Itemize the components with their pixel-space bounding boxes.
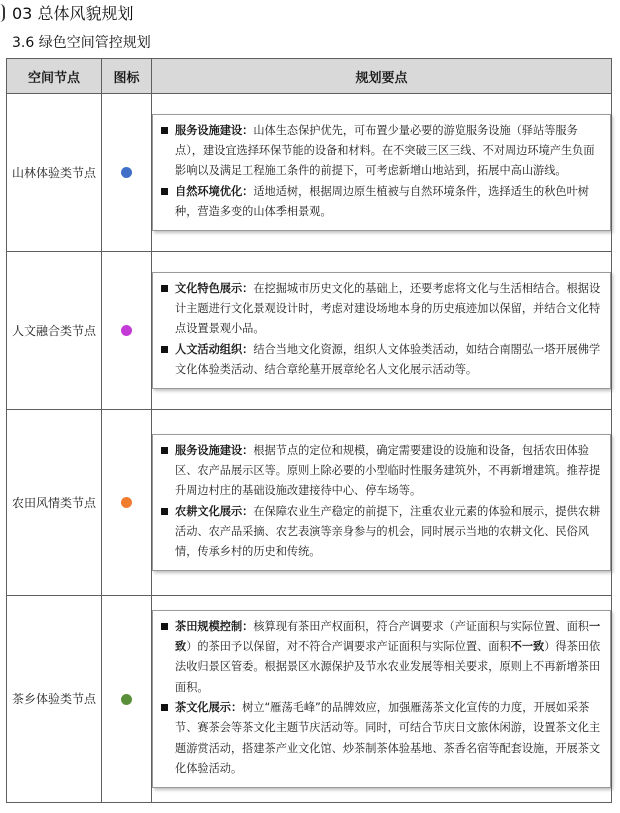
point-lead: 文化特色展示： — [175, 281, 254, 295]
green-dot-icon — [121, 694, 132, 705]
list-item — [159, 502, 602, 563]
emphasis-text: 不一致 — [510, 640, 545, 654]
square-bullet-icon — [161, 188, 168, 195]
list-item — [159, 182, 602, 223]
point-lead: 茶田规模控制： — [175, 619, 254, 633]
points-frame — [152, 114, 611, 231]
point-lead: 人文活动组织： — [175, 342, 254, 356]
chapter-marker — [0, 4, 5, 22]
column-header-icon: 图标 — [102, 59, 152, 94]
planning-points — [152, 596, 612, 803]
table-row — [7, 410, 612, 596]
emphasis-text: 一致 — [175, 619, 601, 654]
column-header-node: 空间节点 — [7, 59, 102, 94]
square-bullet-icon — [161, 704, 168, 711]
orange-dot-icon — [121, 497, 132, 508]
icon-cell — [102, 252, 152, 410]
list-item — [159, 121, 602, 182]
point-text: ）的茶田予以保留，对不符合产调要求产证面积与实际位置、面积 — [186, 640, 511, 654]
point-lead: 服务设施建设： — [175, 443, 254, 457]
points-frame — [152, 610, 611, 788]
point-text: 在挖掘城市历史文化的基础上，还要考虑将文化与生活相结合。根据设计主题进行文化景观设计时，考虑对建设场地本身的历史痕迹加以保留，并结合文化特点设置景观小品。 — [175, 281, 601, 336]
table-row — [7, 252, 612, 410]
point-text: ）得茶田依法收归景区管委。根据景区水源保护及节水农业发展等相关要求，原则上不再新增茶田面积。 — [175, 640, 601, 694]
point-lead: 自然环境优化： — [175, 184, 254, 198]
table-header-row — [7, 59, 612, 94]
table-row — [7, 94, 612, 252]
square-bullet-icon — [161, 447, 168, 454]
point-text: 适地适树，根据周边原生植被与自然环境条件，选择适生的秋色叶树种，营造多变的山体季相景观。 — [175, 184, 589, 218]
point-lead: 茶文化展示： — [175, 701, 243, 714]
magenta-dot-icon — [121, 325, 132, 336]
point-text: 在保障农业生产稳定的前提下，注重农业元素的体验和展示，提供农耕活动、农产品采摘、农艺表演等亲身参与的机会，同时展示当地的农耕文化、民俗风情，传承乡村的历史和传统。 — [175, 504, 601, 559]
point-text: 核算现有茶田产权面积，符合产调要求（产证面积与实际位置、面积 — [253, 619, 589, 633]
points-frame — [152, 272, 611, 389]
icon-cell — [102, 410, 152, 596]
point-text: 结合当地文化资源，组织人文体验类活动，如结合南閤弘一塔开展佛学文化体验类活动、结合章纶墓开展章纶名人文化展示活动等。 — [175, 342, 601, 376]
list-item — [159, 279, 602, 340]
square-bullet-icon — [161, 285, 168, 292]
node-name: 农田风情类节点 — [7, 410, 102, 596]
list-item — [159, 340, 602, 381]
points-frame — [152, 434, 611, 572]
column-header-points: 规划要点 — [152, 59, 612, 94]
control-plan-table — [6, 58, 612, 803]
square-bullet-icon — [161, 127, 168, 134]
chapter-title: 03 总体风貌规划 — [12, 4, 134, 23]
square-bullet-icon — [161, 623, 168, 630]
point-text: 根据节点的定位和规模，确定需要建设的设施和设备，包括农田体验区、农产品展示区等。原则上除必要的小型临时性服务建筑外，不再新增建筑。推荐提升周边村庄的基础设施改建接待中心、停车场等。 — [175, 443, 601, 498]
node-name: 人文融合类节点 — [7, 252, 102, 410]
point-text: 树立“雁荡毛峰”的品牌效应，加强雁荡茶文化宣传的力度，开展如采茶节、赛茶会等茶文化主题节庆活动等。同时，可结合节庆日文旅休闲游，设置茶文化主题游赏活动，搭建茶产业文化馆、炒茶制茶体验基地、茶香名宿等配套设施，开展茶文化体验活动。 — [175, 701, 601, 775]
point-text: 山体生态保护优先，可布置少量必要的游览服务设施（驿站等服务点），建设宜选择环保节能的设备和材料。在不突破三区三线、不对周边环境产生负面影响以及满足工程施工条件的前提下，可考虑新增山地站到，拓展中高山游线。 — [175, 123, 595, 178]
square-bullet-icon — [161, 346, 168, 353]
icon-cell — [102, 596, 152, 803]
point-lead: 服务设施建设： — [175, 123, 254, 137]
list-item — [159, 617, 602, 698]
planning-points — [152, 252, 612, 410]
planning-points — [152, 410, 612, 596]
icon-cell — [102, 94, 152, 252]
node-name: 山林体验类节点 — [7, 94, 102, 252]
blue-dot-icon — [121, 167, 132, 178]
planning-points — [152, 94, 612, 252]
list-item — [159, 698, 602, 779]
table-row — [7, 596, 612, 803]
node-name: 茶乡体验类节点 — [7, 596, 102, 803]
point-lead: 农耕文化展示： — [175, 504, 254, 518]
square-bullet-icon — [161, 508, 168, 515]
list-item — [159, 441, 602, 502]
section-title: 3.6 绿色空间管控规划 — [12, 35, 151, 51]
